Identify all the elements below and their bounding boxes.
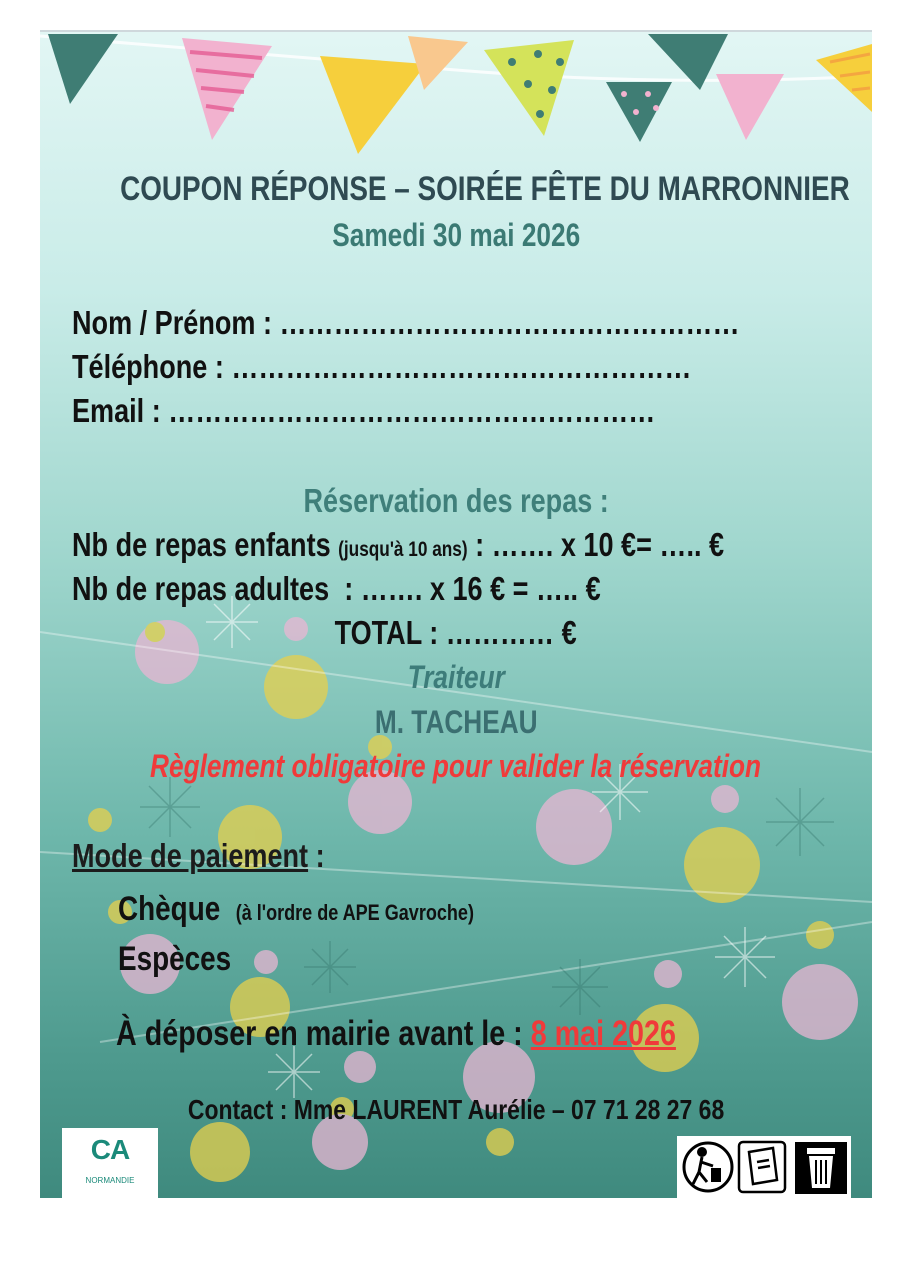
bunting-flag (408, 36, 468, 90)
total-line: TOTAL : ………… € (334, 614, 578, 651)
contact-line: Contact : Mme LAURENT Aurélie – 07 71 28 27 68 (187, 1094, 725, 1125)
recycling-icons (677, 1136, 851, 1198)
phone-dots: …………………………………………… (231, 348, 692, 385)
name-label: Nom / Prénom : (72, 304, 272, 341)
caterer-name: M. TACHEAU (374, 704, 538, 740)
payment-heading (72, 837, 380, 875)
tidyman-icon (684, 1143, 732, 1191)
caterer-label: Traiteur (407, 659, 505, 695)
bunting-flag (48, 34, 118, 104)
deposit-line (116, 1014, 799, 1054)
phone-field (72, 348, 827, 386)
payment-heading-colon: : (308, 837, 325, 874)
deposit-deadline: 8 mai 2026 (530, 1014, 676, 1053)
flyer (40, 30, 872, 1198)
children-note: (jusqu'à 10 ans) (338, 538, 468, 561)
page-title: COUPON RÉPONSE – SOIRÉE FÊTE DU MARRONNIER (120, 170, 850, 208)
cheque-label: Chèque (118, 890, 221, 928)
bunting-flag (716, 74, 784, 140)
bunting-flag (320, 56, 426, 154)
paper-icon (739, 1142, 785, 1192)
event-date: Samedi 30 mai 2026 (331, 217, 580, 253)
reservation-heading: Réservation des repas : (303, 482, 609, 519)
cash-label: Espèces (118, 940, 232, 978)
payment-option-cheque (118, 890, 552, 929)
bank-logo-sub: NORMANDIE (85, 1176, 135, 1185)
children-calc: : ……. x 10 €= ….. € (475, 526, 725, 563)
bank-logo (62, 1128, 158, 1198)
adult-meals-line (72, 570, 717, 608)
name-dots: …………………………………………… (279, 304, 740, 341)
adults-label: Nb de repas adultes (72, 570, 330, 607)
email-label: Email : (72, 392, 161, 429)
email-dots: ……………………………………………… (168, 392, 656, 429)
bank-logo-mark: CA (90, 1134, 130, 1165)
phone-label: Téléphone : (72, 348, 224, 385)
name-field (72, 304, 872, 342)
email-field (72, 392, 783, 430)
deposit-text: À déposer en mairie avant le : (116, 1014, 523, 1053)
payment-option-cash (118, 940, 256, 979)
adults-calc: : ……. x 16 € = ….. € (344, 570, 601, 607)
payment-warning: Règlement obligatoire pour valider la réservation (150, 748, 762, 784)
cheque-note: (à l'ordre de APE Gavroche) (235, 900, 474, 925)
bin-icon (795, 1142, 847, 1194)
children-meals-line (72, 526, 867, 564)
payment-heading-text: Mode de paiement (72, 837, 309, 874)
bunting-flag (484, 40, 574, 136)
children-label: Nb de repas enfants (72, 526, 331, 563)
